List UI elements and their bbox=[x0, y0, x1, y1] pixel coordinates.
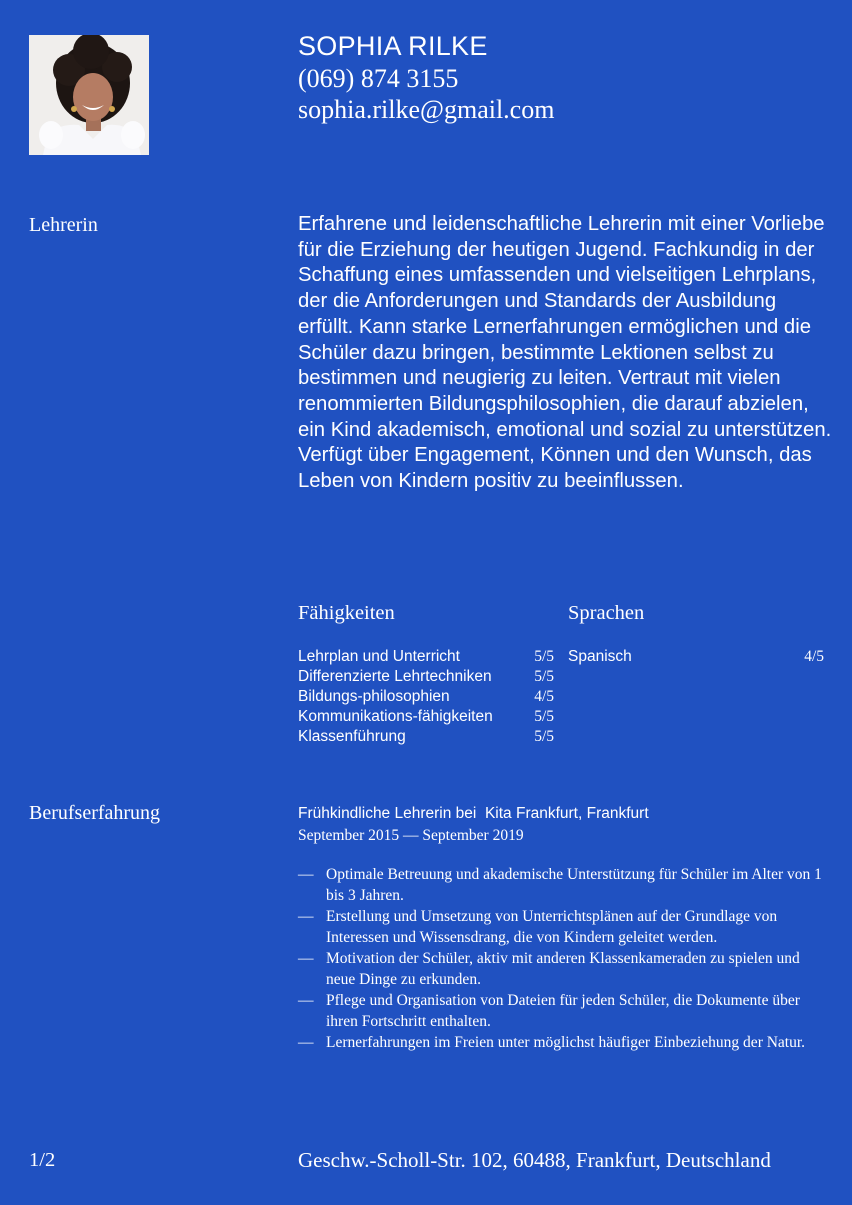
skill-item bbox=[298, 727, 554, 747]
dash-icon: — bbox=[298, 866, 314, 883]
skill-item bbox=[298, 647, 554, 667]
dash-icon: — bbox=[298, 908, 314, 925]
languages-list bbox=[568, 647, 824, 667]
phone-number: (069) 874 3155 bbox=[298, 64, 459, 93]
job-position: Frühkindliche Lehrerin bei Kita Frankfurt, Frankfurt bbox=[298, 805, 649, 822]
bullet-item bbox=[298, 990, 828, 1032]
language-item bbox=[568, 647, 824, 667]
skill-label: Bildungs-philosophien bbox=[298, 688, 450, 705]
languages-heading: Sprachen bbox=[568, 602, 645, 624]
skill-item bbox=[298, 707, 554, 727]
skill-level: 5/5 bbox=[534, 728, 554, 745]
skill-item bbox=[298, 667, 554, 687]
bullet-item bbox=[298, 948, 828, 990]
skill-label: Differenzierte Lehrtechniken bbox=[298, 668, 492, 685]
language-level: 4/5 bbox=[804, 648, 824, 665]
skill-label: Kommunikations-fähigkeiten bbox=[298, 708, 493, 725]
bullet-text: Optimale Betreuung und akademische Unterstützung für Schüler im Alter von 1 bis 3 Jahren. bbox=[326, 866, 822, 904]
skills-heading: Fähigkeiten bbox=[298, 602, 395, 624]
dash-icon: — bbox=[298, 950, 314, 967]
dash-icon: — bbox=[298, 1034, 314, 1051]
bullet-text: Lernerfahrungen im Freien unter möglichst häufiger Einbeziehung der Natur. bbox=[326, 1034, 806, 1051]
experience-bullets bbox=[298, 864, 828, 1053]
job-title-label: Lehrerin bbox=[29, 214, 98, 236]
experience-heading: Berufserfahrung bbox=[29, 802, 161, 824]
dash-icon: — bbox=[298, 992, 314, 1009]
job-dates: September 2015 — September 2019 bbox=[298, 827, 524, 844]
skill-level: 5/5 bbox=[534, 668, 554, 685]
skills-list bbox=[298, 647, 554, 747]
bullet-item bbox=[298, 906, 828, 948]
postal-address: Geschw.-Scholl-Str. 102, 60488, Frankfurt, Deutschland bbox=[298, 1148, 771, 1172]
skill-label: Klassenführung bbox=[298, 728, 406, 745]
skill-level: 5/5 bbox=[534, 708, 554, 725]
profile-photo bbox=[29, 35, 149, 155]
bullet-text: Pflege und Organisation von Dateien für jeden Schüler, die Dokumente über ihren Fortschritt enthalten. bbox=[326, 992, 800, 1030]
page-number: 1/2 bbox=[29, 1149, 56, 1171]
bullet-text: Erstellung und Umsetzung von Unterrichtsplänen auf der Grundlage von Interessen und Wissensdrang, die von Kindern geleitet werden. bbox=[326, 908, 778, 946]
bullet-item bbox=[298, 1032, 828, 1053]
bullet-text: Motivation der Schüler, aktiv mit anderen Klassenkameraden zu spielen und neue Dinge zu erkunden. bbox=[326, 950, 800, 988]
language-label: Spanisch bbox=[568, 648, 632, 665]
skill-label: Lehrplan und Unterricht bbox=[298, 648, 460, 665]
profile-summary: Erfahrene und leidenschaftliche Lehrerin mit einer Vorliebe für die Erziehung der heutigen Jugend. Fachkundig in der Schaffung eines umfassenden und vielseitigen Lehrplans, der die Anforderungen und Standards der Ausbildung erfüllt. Kann starke Lernerfahrungen ermöglichen und die Schüler dazu bringen, bestimmte Lektionen selbst zu bestimmen und neugierig zu leiten. Vertraut mit vielen renommierten Bildungsphilosophien, die darauf abzielen, ein Kind akademisch, emotional und sozial zu unterstützen. Verfügt über Engagement, Können und den Wunsch, das Leben von Kindern positiv zu beeinflussen. bbox=[298, 213, 832, 493]
portrait-image bbox=[29, 35, 149, 155]
candidate-name: SOPHIA RILKE bbox=[298, 31, 488, 61]
skill-level: 4/5 bbox=[534, 688, 554, 705]
skill-item bbox=[298, 687, 554, 707]
email-address: sophia.rilke@gmail.com bbox=[298, 95, 555, 124]
skill-level: 5/5 bbox=[534, 648, 554, 665]
bullet-item bbox=[298, 864, 828, 906]
